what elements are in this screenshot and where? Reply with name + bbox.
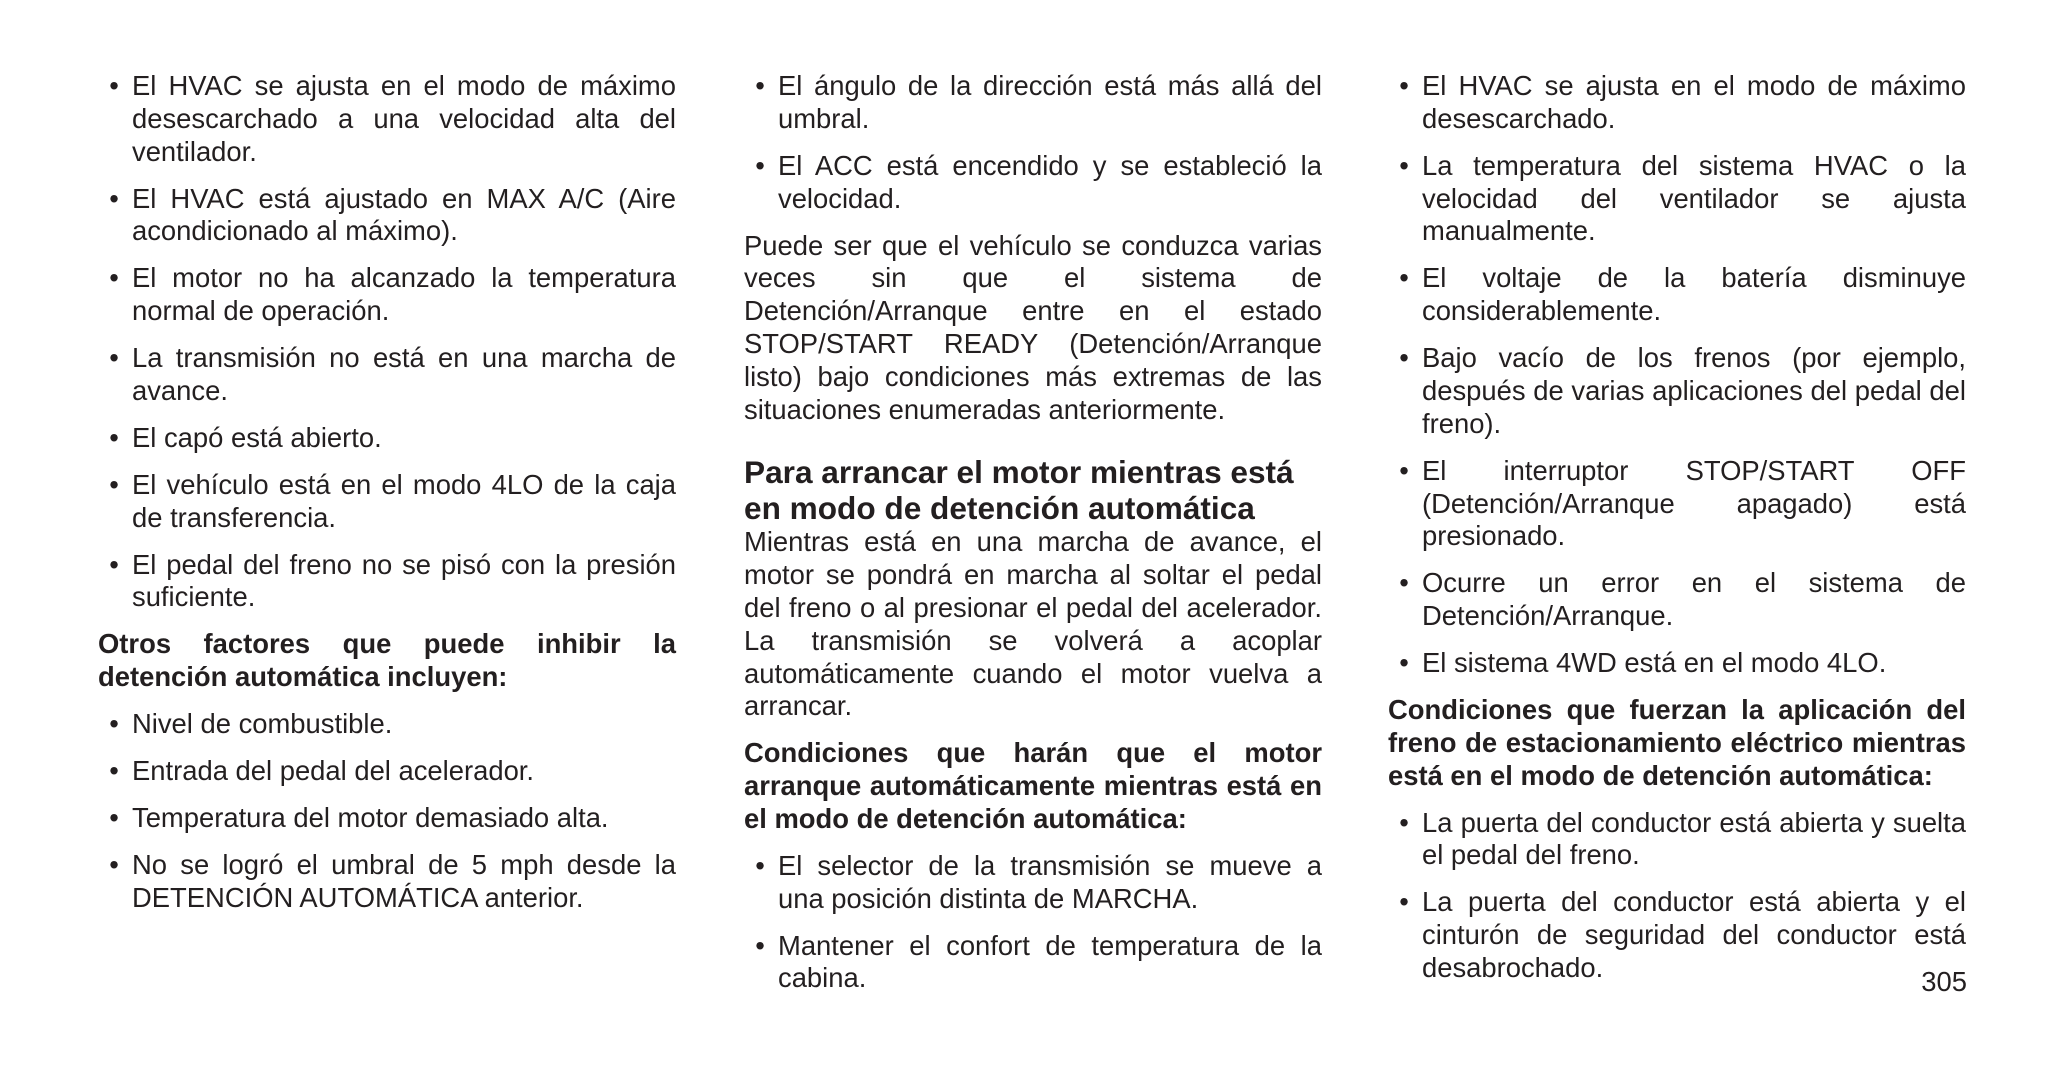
list-item-text: El capó está abierto. bbox=[132, 421, 382, 453]
list-item bbox=[98, 708, 676, 741]
list-item bbox=[98, 262, 676, 328]
list-item bbox=[98, 549, 676, 615]
bullet-icon: • bbox=[1399, 454, 1409, 486]
list-item-text: El sistema 4WD está en el modo 4LO. bbox=[1422, 647, 1887, 679]
bullet-icon: • bbox=[109, 262, 119, 294]
bullet-icon: • bbox=[109, 548, 119, 580]
list-item bbox=[1388, 342, 1966, 440]
list-item bbox=[98, 755, 676, 788]
bullet-list bbox=[98, 70, 676, 614]
bullet-icon: • bbox=[109, 421, 119, 453]
subheading: Condiciones que harán que el motor arranque automáticamente mientras está en el modo de detención automática: bbox=[744, 737, 1322, 834]
list-item bbox=[98, 342, 676, 408]
list-item-text: La transmisión no está en una marcha de avance. bbox=[132, 342, 676, 406]
list-item-text: Bajo vacío de los frenos (por ejemplo, después de varias aplicaciones del pedal del freno). bbox=[1422, 342, 1966, 439]
list-item-text: El vehículo está en el modo 4LO de la caja de transferencia. bbox=[132, 468, 676, 533]
list-item bbox=[744, 150, 1322, 216]
list-item bbox=[98, 802, 676, 835]
bullet-list bbox=[1388, 807, 1966, 985]
bullet-list bbox=[1388, 70, 1966, 680]
list-item bbox=[98, 183, 676, 249]
list-item bbox=[1388, 455, 1966, 553]
bullet-list bbox=[98, 708, 676, 915]
bullet-icon: • bbox=[109, 182, 119, 214]
list-item-text: El pedal del freno no se pisó con la presión suficiente. bbox=[132, 548, 676, 613]
list-item-text: Nivel de combustible. bbox=[132, 708, 393, 740]
list-item-text: La temperatura del sistema HVAC o la velocidad del ventilador se ajusta manualmente. bbox=[1422, 149, 1966, 247]
list-item-text: El selector de la transmisión se mueve a una posición distinta de MARCHA. bbox=[778, 849, 1322, 914]
list-item-text: La puerta del conductor está abierta y el cinturón de seguridad del conductor está desabrochado. bbox=[1422, 886, 1966, 984]
list-item bbox=[1388, 886, 1966, 984]
bullet-icon: • bbox=[109, 802, 119, 834]
bullet-icon: • bbox=[1399, 262, 1409, 294]
list-item bbox=[98, 849, 676, 915]
list-item bbox=[1388, 567, 1966, 633]
subheading: Otros factores que puede inhibir la detención automática incluyen: bbox=[98, 628, 676, 693]
list-item-text: El interruptor STOP/START OFF (Detención/Arranque apagado) está presionado. bbox=[1422, 454, 1966, 552]
list-item bbox=[1388, 70, 1966, 136]
bullet-icon: • bbox=[1399, 806, 1409, 838]
list-item-text: La puerta del conductor está abierta y suelta el pedal del freno. bbox=[1422, 806, 1966, 871]
bullet-icon: • bbox=[1399, 70, 1409, 101]
bullet-icon: • bbox=[109, 468, 119, 500]
list-item-text: No se logró el umbral de 5 mph desde la DETENCIÓN AUTOMÁTICA anterior. bbox=[132, 849, 676, 913]
bullet-icon: • bbox=[109, 708, 119, 740]
bullet-icon: • bbox=[1399, 886, 1409, 918]
list-item bbox=[98, 422, 676, 455]
list-item-text: Temperatura del motor demasiado alta. bbox=[132, 802, 609, 834]
bullet-list bbox=[744, 850, 1322, 995]
column-3 bbox=[1388, 70, 1966, 999]
list-item-text: El ACC está encendido y se estableció la velocidad. bbox=[778, 149, 1322, 214]
list-item bbox=[744, 70, 1322, 136]
bullet-icon: • bbox=[1399, 567, 1409, 599]
bullet-icon: • bbox=[109, 849, 119, 881]
list-item bbox=[744, 930, 1322, 996]
list-item bbox=[1388, 262, 1966, 328]
column-2 bbox=[744, 70, 1322, 1009]
list-item-text: El motor no ha alcanzado la temperatura normal de operación. bbox=[132, 262, 676, 327]
body-paragraph: Puede ser que el vehículo se conduzca varias veces sin que el sistema de Detención/Arranque entre en el estado STOP/START READY (Detención/Arranque listo) bajo condiciones más extremas de las situaciones enumeradas anteriormente. bbox=[744, 229, 1322, 425]
section-heading: Para arrancar el motor mientras está en modo de detención automática bbox=[744, 454, 1294, 527]
bullet-icon: • bbox=[755, 929, 765, 961]
list-item bbox=[1388, 150, 1966, 248]
list-item-text: Ocurre un error en el sistema de Detención/Arranque. bbox=[1422, 567, 1966, 632]
bullet-icon: • bbox=[755, 149, 765, 181]
list-item bbox=[1388, 807, 1966, 873]
list-item bbox=[1388, 647, 1966, 680]
list-item-text: El voltaje de la batería disminuye considerablemente. bbox=[1422, 262, 1966, 327]
list-item bbox=[744, 850, 1322, 916]
bullet-icon: • bbox=[755, 70, 765, 101]
bullet-icon: • bbox=[755, 849, 765, 881]
column-1 bbox=[98, 70, 676, 929]
bullet-list bbox=[744, 70, 1322, 215]
body-paragraph: Mientras está en una marcha de avance, el motor se pondrá en marcha al soltar el pedal del freno o al presionar el pedal del acelerador. La transmisión se volverá a acoplar automáticamente cuando el motor vuelva a arrancar. bbox=[744, 526, 1322, 722]
bullet-icon: • bbox=[1399, 647, 1409, 679]
bullet-icon: • bbox=[109, 342, 119, 374]
subheading: Condiciones que fuerzan la aplicación del freno de estacionamiento eléctrico mientras está en el modo de detención automática: bbox=[1388, 694, 1966, 791]
bullet-icon: • bbox=[109, 755, 119, 787]
list-item-text: El HVAC está ajustado en MAX A/C (Aire acondicionado al máximo). bbox=[132, 182, 676, 247]
list-item bbox=[98, 469, 676, 535]
list-item-text: Mantener el confort de temperatura de la cabina. bbox=[778, 929, 1322, 994]
bullet-icon: • bbox=[109, 70, 119, 101]
list-item-text: El ángulo de la dirección está más allá del umbral. bbox=[778, 70, 1322, 134]
page-number: 305 bbox=[1921, 966, 1967, 997]
list-item bbox=[98, 70, 676, 168]
bullet-icon: • bbox=[1399, 342, 1409, 374]
bullet-icon: • bbox=[1399, 149, 1409, 181]
list-item-text: Entrada del pedal del acelerador. bbox=[132, 755, 535, 787]
list-item-text: El HVAC se ajusta en el modo de máximo desescarchado a una velocidad alta del ventilador. bbox=[132, 70, 676, 167]
list-item-text: El HVAC se ajusta en el modo de máximo desescarchado. bbox=[1422, 70, 1966, 134]
